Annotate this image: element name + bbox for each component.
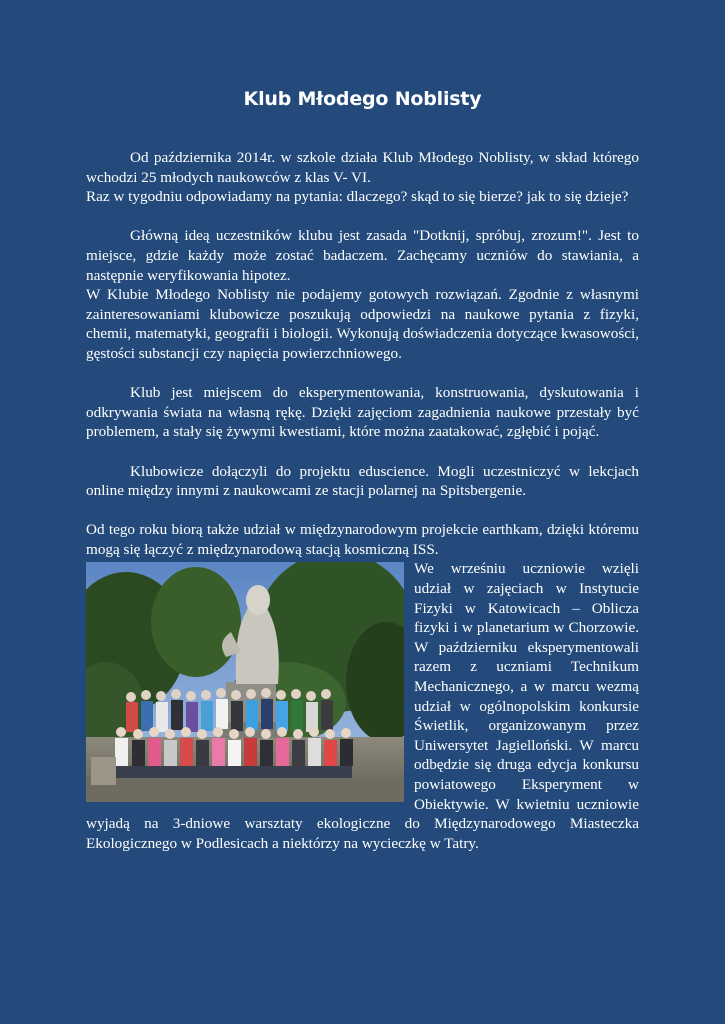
paragraph-intro: Od października 2014r. w szkole działa Klub Młodego Noblisty, w skład którego wchodzi 25 młodych naukowców z klas V- VI.	[86, 149, 639, 186]
paragraph-no-ready-answers: W Klubie Młodego Noblisty nie podajemy gotowych rozwiązań. Zgodnie z własnymi zainteresowaniami klubowicze poszukują odpowiedzi na naukowe pytania z fizyki, chemii, matematyki, geografii i biologii. Wykonują doświadczenia dotyczące kwasowości, gęstości substancji czy napięcia powierzchniowego.	[86, 286, 639, 362]
paragraph-earthkam: Od tego roku biorą także udział w międzynarodowym projekcie earthkam, dzięki któremu mogą się łączyć z międzynarodową stacją kosmiczną ISS.	[86, 521, 639, 558]
article-body	[86, 148, 639, 853]
group-photo-image	[86, 562, 404, 802]
paragraph-main-idea: Główną ideą uczestników klubu jest zasada "Dotknij, spróbuj, zrozum!". Jest to miejsce, gdzie każdy może zostać badaczem. Zachęcamy uczniów do stawiania, a następnie weryfikowania hipotez.	[86, 227, 639, 284]
group-photo	[86, 562, 404, 802]
paragraph-weekly: Raz w tygodniu odpowiadamy na pytania: dlaczego? skąd to się bierze? jak to się dzieje?	[86, 188, 629, 206]
page-title: Klub Młodego Noblisty	[243, 88, 482, 110]
paragraph-activities: We wrześniu uczniowie wzięli udział w zajęciach w Instytucie Fizyki w Katowicach – Oblicza fizyki i w planetarium w Chorzowie. W październiku eksperymentowali razem z uczniami Technikum Mechanicznego, a w marcu wezmą udział w ogólnopolskim konkursie Świetlik, organizowanym przez Uniwersytet Jagielloński. W marcu odbędzie się druga edycja konkursu powiatowego Eksperyment w Obiektywie. W kwietniu uczniowie wyjadą na 3-dniowe warsztaty ekologiczne do Międzynarodowego Miasteczka Ekologicznego w Podlesicach a niektórzy na wycieczkę w Tatry.	[86, 560, 639, 852]
paragraph-experimenting: Klub jest miejscem do eksperymentowania, konstruowania, dyskutowania i odkrywania świata na własną rękę. Dzięki zajęciom zagadnienia naukowe przestały być problemem, a stały się żywymi kwestiami, które można zaatakować, zgłębić i pojąć.	[86, 384, 639, 441]
paragraph-eduscience: Klubowicze dołączyli do projektu eduscience. Mogli uczestniczyć w lekcjach online między innymi z naukowcami ze stacji polarnej na Spitsbergenie.	[86, 462, 639, 500]
